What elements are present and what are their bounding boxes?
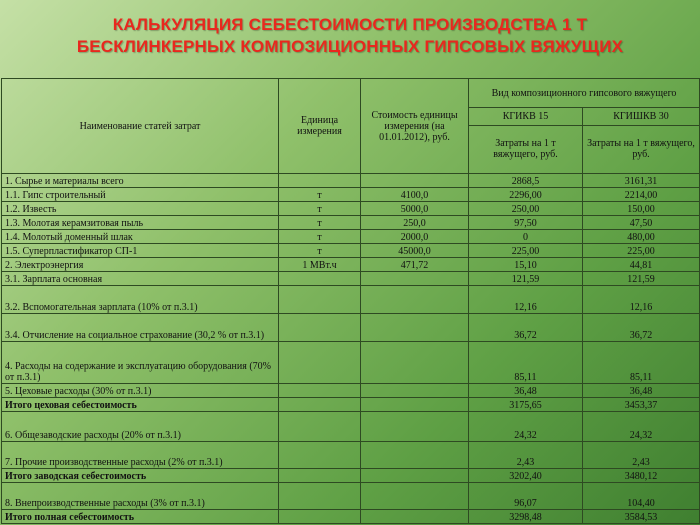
table-row — [2, 272, 700, 286]
row-cost — [361, 314, 469, 342]
row-name: Итого цеховая себестоимость — [2, 398, 279, 412]
table-row — [2, 412, 700, 442]
table-row — [2, 244, 700, 258]
row-unit — [279, 384, 361, 398]
row-value-kgikv: 97,50 — [469, 216, 583, 230]
row-unit: т — [279, 244, 361, 258]
row-name: 1.2. Известь — [2, 202, 279, 216]
row-name: 6. Общезаводские расходы (20% от п.3.1) — [2, 412, 279, 442]
row-value-kgishkv: 2214,00 — [583, 188, 700, 202]
row-unit — [279, 510, 361, 524]
table-row — [2, 188, 700, 202]
row-name: 3.2. Вспомогательная зарплата (10% от п.3.1) — [2, 286, 279, 314]
table-row — [2, 510, 700, 524]
row-unit: т — [279, 216, 361, 230]
header-group: Вид композиционного гипсового вяжущего — [469, 79, 700, 108]
row-cost — [361, 174, 469, 188]
row-cost — [361, 384, 469, 398]
row-value-kgishkv: 480,00 — [583, 230, 700, 244]
row-cost — [361, 412, 469, 442]
row-value-kgishkv: 36,48 — [583, 384, 700, 398]
row-value-kgikv: 3175,65 — [469, 398, 583, 412]
table-row — [2, 442, 700, 469]
row-value-kgishkv: 85,11 — [583, 342, 700, 384]
row-value-kgishkv: 121,59 — [583, 272, 700, 286]
row-name: 7. Прочие производственные расходы (2% от п.3.1) — [2, 442, 279, 469]
row-unit: т — [279, 202, 361, 216]
row-value-kgishkv: 2,43 — [583, 442, 700, 469]
table-row — [2, 483, 700, 510]
row-value-kgikv: 2868,5 — [469, 174, 583, 188]
row-name: 3.4. Отчисление на социальное страхование (30,2 % от п.3.1) — [2, 314, 279, 342]
row-unit: 1 МВт.ч — [279, 258, 361, 272]
row-value-kgikv: 85,11 — [469, 342, 583, 384]
row-name: Итого заводская себестоимость — [2, 469, 279, 483]
header-sub2: Затраты на 1 т вяжущего, руб. — [583, 125, 700, 173]
row-value-kgishkv: 3480,12 — [583, 469, 700, 483]
row-value-kgikv: 2,43 — [469, 442, 583, 469]
row-value-kgishkv: 44,81 — [583, 258, 700, 272]
row-name: 1.1. Гипс строительный — [2, 188, 279, 202]
row-name: 8. Внепроизводственные расходы (3% от п.3.1) — [2, 483, 279, 510]
row-unit — [279, 314, 361, 342]
table-row — [2, 469, 700, 483]
row-unit — [279, 483, 361, 510]
row-name: 1.3. Молотая керамзитовая пыль — [2, 216, 279, 230]
row-unit — [279, 398, 361, 412]
row-value-kgishkv: 12,16 — [583, 286, 700, 314]
row-value-kgikv: 0 — [469, 230, 583, 244]
row-value-kgikv: 96,07 — [469, 483, 583, 510]
row-value-kgishkv: 104,40 — [583, 483, 700, 510]
slide-title — [0, 14, 700, 58]
row-value-kgishkv: 150,00 — [583, 202, 700, 216]
row-value-kgikv: 3202,40 — [469, 469, 583, 483]
table-row — [2, 216, 700, 230]
row-name: 1.4. Молотый доменный шлак — [2, 230, 279, 244]
row-cost: 4100,0 — [361, 188, 469, 202]
row-value-kgishkv: 36,72 — [583, 314, 700, 342]
header-name: Наименование статей затрат — [2, 79, 279, 174]
row-cost — [361, 483, 469, 510]
row-cost: 5000,0 — [361, 202, 469, 216]
row-cost: 45000,0 — [361, 244, 469, 258]
header-col2: КГИШКВ 30 — [583, 108, 700, 126]
row-unit — [279, 286, 361, 314]
row-cost: 250,0 — [361, 216, 469, 230]
row-unit: т — [279, 188, 361, 202]
row-value-kgikv: 36,72 — [469, 314, 583, 342]
row-value-kgikv: 15,10 — [469, 258, 583, 272]
row-unit — [279, 272, 361, 286]
row-cost — [361, 272, 469, 286]
row-value-kgikv: 225,00 — [469, 244, 583, 258]
row-cost: 2000,0 — [361, 230, 469, 244]
row-value-kgishkv: 3584,53 — [583, 510, 700, 524]
row-unit — [279, 174, 361, 188]
header-cost: Стоимость единицы измерения (на 01.01.2012), руб. — [361, 79, 469, 174]
row-value-kgikv: 2296,00 — [469, 188, 583, 202]
row-unit — [279, 442, 361, 469]
header-sub1: Затраты на 1 т вяжущего, руб. — [469, 125, 583, 173]
row-value-kgishkv: 47,50 — [583, 216, 700, 230]
row-name: 1. Сырье и материалы всего — [2, 174, 279, 188]
cost-table — [1, 78, 700, 524]
row-unit — [279, 342, 361, 384]
title-line-1: КАЛЬКУЛЯЦИЯ СЕБЕСТОИМОСТИ ПРОИЗВОДСТВА 1 Т — [112, 15, 588, 34]
table-row — [2, 174, 700, 188]
row-name: 2. Электроэнергия — [2, 258, 279, 272]
row-value-kgishkv: 225,00 — [583, 244, 700, 258]
row-value-kgikv: 36,48 — [469, 384, 583, 398]
title-line-2: БЕСКЛИНКЕРНЫХ КОМПОЗИЦИОННЫХ ГИПСОВЫХ ВЯЖУЩИХ — [76, 37, 624, 56]
row-value-kgikv: 12,16 — [469, 286, 583, 314]
table-row — [2, 286, 700, 314]
row-unit — [279, 469, 361, 483]
row-name: 4. Расходы на содержание и эксплуатацию оборудования (70% от п.3.1) — [2, 342, 279, 384]
table-row — [2, 384, 700, 398]
row-unit — [279, 412, 361, 442]
row-cost — [361, 510, 469, 524]
row-name: 1.5. Суперпластификатор СП-1 — [2, 244, 279, 258]
row-cost — [361, 442, 469, 469]
row-value-kgikv: 250,00 — [469, 202, 583, 216]
table-row — [2, 398, 700, 412]
row-cost — [361, 286, 469, 314]
row-unit: т — [279, 230, 361, 244]
row-value-kgishkv: 3161,31 — [583, 174, 700, 188]
row-cost: 471,72 — [361, 258, 469, 272]
header-col1: КГИКВ 15 — [469, 108, 583, 126]
row-name: 3.1. Зарплата основная — [2, 272, 279, 286]
row-name: 5. Цеховые расходы (30% от п.3.1) — [2, 384, 279, 398]
row-cost — [361, 342, 469, 384]
table-row — [2, 202, 700, 216]
row-value-kgikv: 24,32 — [469, 412, 583, 442]
row-cost — [361, 398, 469, 412]
row-value-kgikv: 3298,48 — [469, 510, 583, 524]
row-name: Итого полная себестоимость — [2, 510, 279, 524]
row-value-kgishkv: 24,32 — [583, 412, 700, 442]
row-value-kgishkv: 3453,37 — [583, 398, 700, 412]
table-row — [2, 314, 700, 342]
table-row — [2, 230, 700, 244]
row-cost — [361, 469, 469, 483]
table-row — [2, 342, 700, 384]
header-unit: Единица измерения — [279, 79, 361, 174]
table-row — [2, 258, 700, 272]
row-value-kgikv: 121,59 — [469, 272, 583, 286]
